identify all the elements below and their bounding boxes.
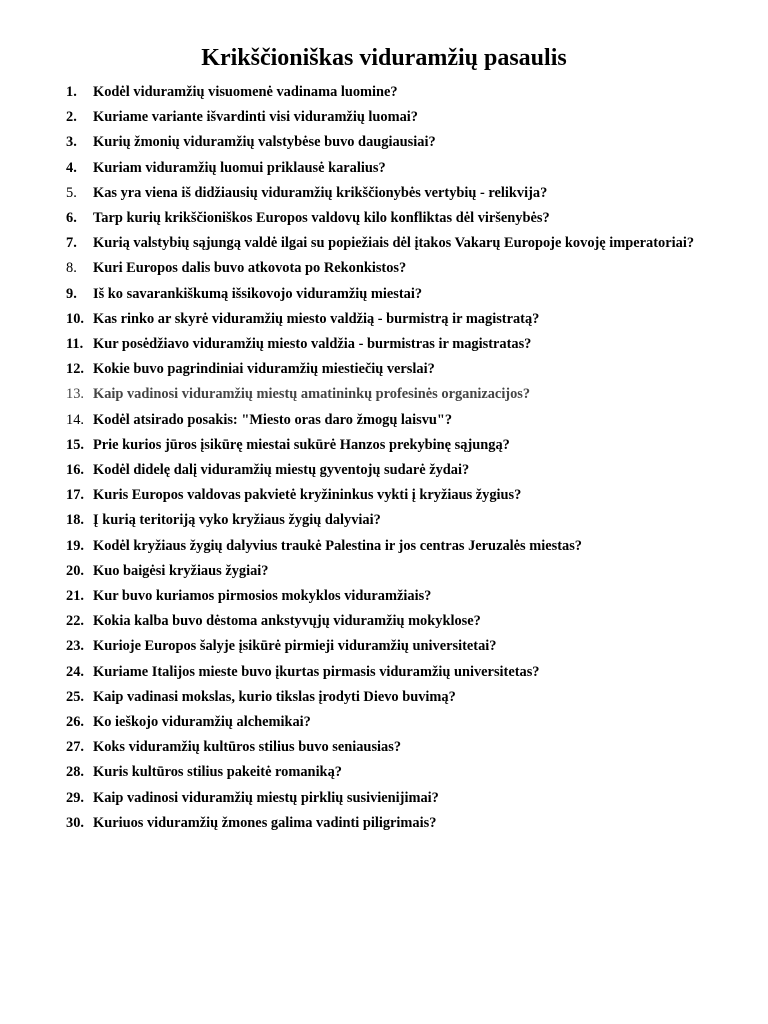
question-list (66, 80, 706, 836)
question-text: Kurioje Europos šalyje įsikūrė pirmieji viduramžių universitetai? (93, 638, 497, 655)
question-text: Kuri Europos dalis buvo atkovota po Rekonkistos? (93, 260, 407, 277)
list-item (66, 534, 706, 559)
question-text: Kuriam viduramžių luomui priklausė karalius? (93, 159, 386, 176)
question-text: Kaip vadinosi viduramžių miestų pirklių susivienijimai? (93, 789, 439, 806)
question-number: 22. (66, 613, 84, 630)
list-item (66, 231, 706, 256)
question-text: Kodėl didelę dalį viduramžių miestų gyventojų sudarė žydai? (93, 462, 470, 479)
question-number: 24. (66, 663, 84, 680)
question-text: Kaip vadinasi mokslas, kurio tikslas įrodyti Dievo buvimą? (93, 688, 456, 705)
list-item (66, 382, 706, 407)
list-item (66, 584, 706, 609)
question-number: 11. (66, 336, 84, 353)
question-number: 4. (66, 159, 77, 176)
question-text: Kuris Europos valdovas pakvietė kryžininkus vykti į kryžiaus žygius? (93, 487, 522, 504)
list-item (66, 433, 706, 458)
question-number: 27. (66, 739, 84, 756)
question-text: Kaip vadinosi viduramžių miestų amatininkų profesinės organizacijos? (93, 386, 531, 403)
list-item (66, 735, 706, 760)
list-item (66, 634, 706, 659)
list-item (66, 760, 706, 785)
list-item (66, 357, 706, 382)
question-number: 8. (66, 260, 77, 277)
question-text: Kurią valstybių sąjungą valdė ilgai su popiežiais dėl įtakos Vakarų Europoje kovoję imperatoriai? (93, 235, 695, 252)
question-text: Į kurią teritoriją vyko kryžiaus žygių dalyviai? (93, 512, 381, 529)
question-text: Kurių žmonių viduramžių valstybėse buvo daugiausiai? (93, 134, 436, 151)
question-text: Kodėl kryžiaus žygių dalyvius traukė Palestina ir jos centras Jeruzalės miestas? (93, 537, 582, 554)
list-item (66, 458, 706, 483)
question-number: 7. (66, 235, 77, 252)
list-item (66, 181, 706, 206)
question-number: 30. (66, 814, 84, 831)
list-item (66, 156, 706, 181)
question-number: 10. (66, 310, 84, 327)
list-item (66, 786, 706, 811)
question-number: 14. (66, 411, 84, 428)
question-text: Koks viduramžių kultūros stilius buvo seniausias? (93, 739, 402, 756)
list-item (66, 483, 706, 508)
list-item (66, 80, 706, 105)
question-number: 26. (66, 714, 84, 731)
question-number: 28. (66, 764, 84, 781)
list-item (66, 811, 706, 836)
list-item (66, 660, 706, 685)
question-text: Kur buvo kuriamos pirmosios mokyklos viduramžiais? (93, 588, 432, 605)
list-item (66, 105, 706, 130)
question-text: Kur posėdžiavo viduramžių miesto valdžia - burmistras ir magistratas? (93, 336, 532, 353)
list-item (66, 206, 706, 231)
question-number: 9. (66, 285, 77, 302)
question-number: 1. (66, 84, 77, 100)
list-item (66, 256, 706, 281)
question-text: Kokia kalba buvo dėstoma ankstyvųjų viduramžių mokyklose? (93, 613, 481, 630)
question-number: 2. (66, 109, 77, 126)
list-item (66, 508, 706, 533)
question-text: Prie kurios jūros įsikūrę miestai sukūrė Hanzos prekybinę sąjungą? (93, 436, 510, 453)
question-number: 16. (66, 462, 84, 479)
question-number: 15. (66, 436, 84, 453)
question-number: 18. (66, 512, 84, 529)
question-text: Kuris kultūros stilius pakeitė romaniką? (93, 764, 342, 781)
question-text: Kodėl viduramžių visuomenė vadinama luomine? (93, 84, 398, 100)
list-item (66, 559, 706, 584)
question-number: 13. (66, 386, 84, 403)
list-item (66, 685, 706, 710)
question-number: 29. (66, 789, 84, 806)
question-number: 25. (66, 688, 84, 705)
question-number: 12. (66, 361, 84, 378)
question-number: 20. (66, 562, 84, 579)
list-item (66, 408, 706, 433)
question-text: Kokie buvo pagrindiniai viduramžių miestiečių verslai? (93, 361, 435, 378)
question-number: 19. (66, 537, 84, 554)
list-item (66, 609, 706, 634)
question-text: Kuo baigėsi kryžiaus žygiai? (93, 562, 269, 579)
question-text: Ko ieškojo viduramžių alchemikai? (93, 714, 311, 731)
question-text: Kas yra viena iš didžiausių viduramžių krikščionybės vertybių - relikvija? (93, 184, 548, 201)
question-text: Kuriuos viduramžių žmones galima vadinti piligrimais? (93, 814, 437, 831)
question-number: 5. (66, 184, 77, 201)
list-item (66, 282, 706, 307)
list-item (66, 710, 706, 735)
question-number: 6. (66, 210, 77, 227)
question-text: Iš ko savarankiškumą išsikovojo viduramžių miestai? (93, 285, 423, 302)
list-item (66, 130, 706, 155)
question-number: 23. (66, 638, 84, 655)
question-text: Kas rinko ar skyrė viduramžių miesto valdžią - burmistrą ir magistratą? (93, 310, 540, 327)
list-item (66, 307, 706, 332)
question-text: Kuriame Italijos mieste buvo įkurtas pirmasis viduramžių universitetas? (93, 663, 540, 680)
question-number: 17. (66, 487, 84, 504)
list-item (66, 332, 706, 357)
question-text: Kuriame variante išvardinti visi viduramžių luomai? (93, 109, 418, 126)
page-title: Krikščioniškas viduramžių pasaulis (201, 45, 567, 71)
question-text: Tarp kurių krikščioniškos Europos valdovų kilo konfliktas dėl viršenybės? (93, 210, 550, 227)
question-number: 3. (66, 134, 77, 151)
question-text: Kodėl atsirado posakis: "Miesto oras daro žmogų laisvu"? (93, 411, 453, 428)
question-number: 21. (66, 588, 84, 605)
